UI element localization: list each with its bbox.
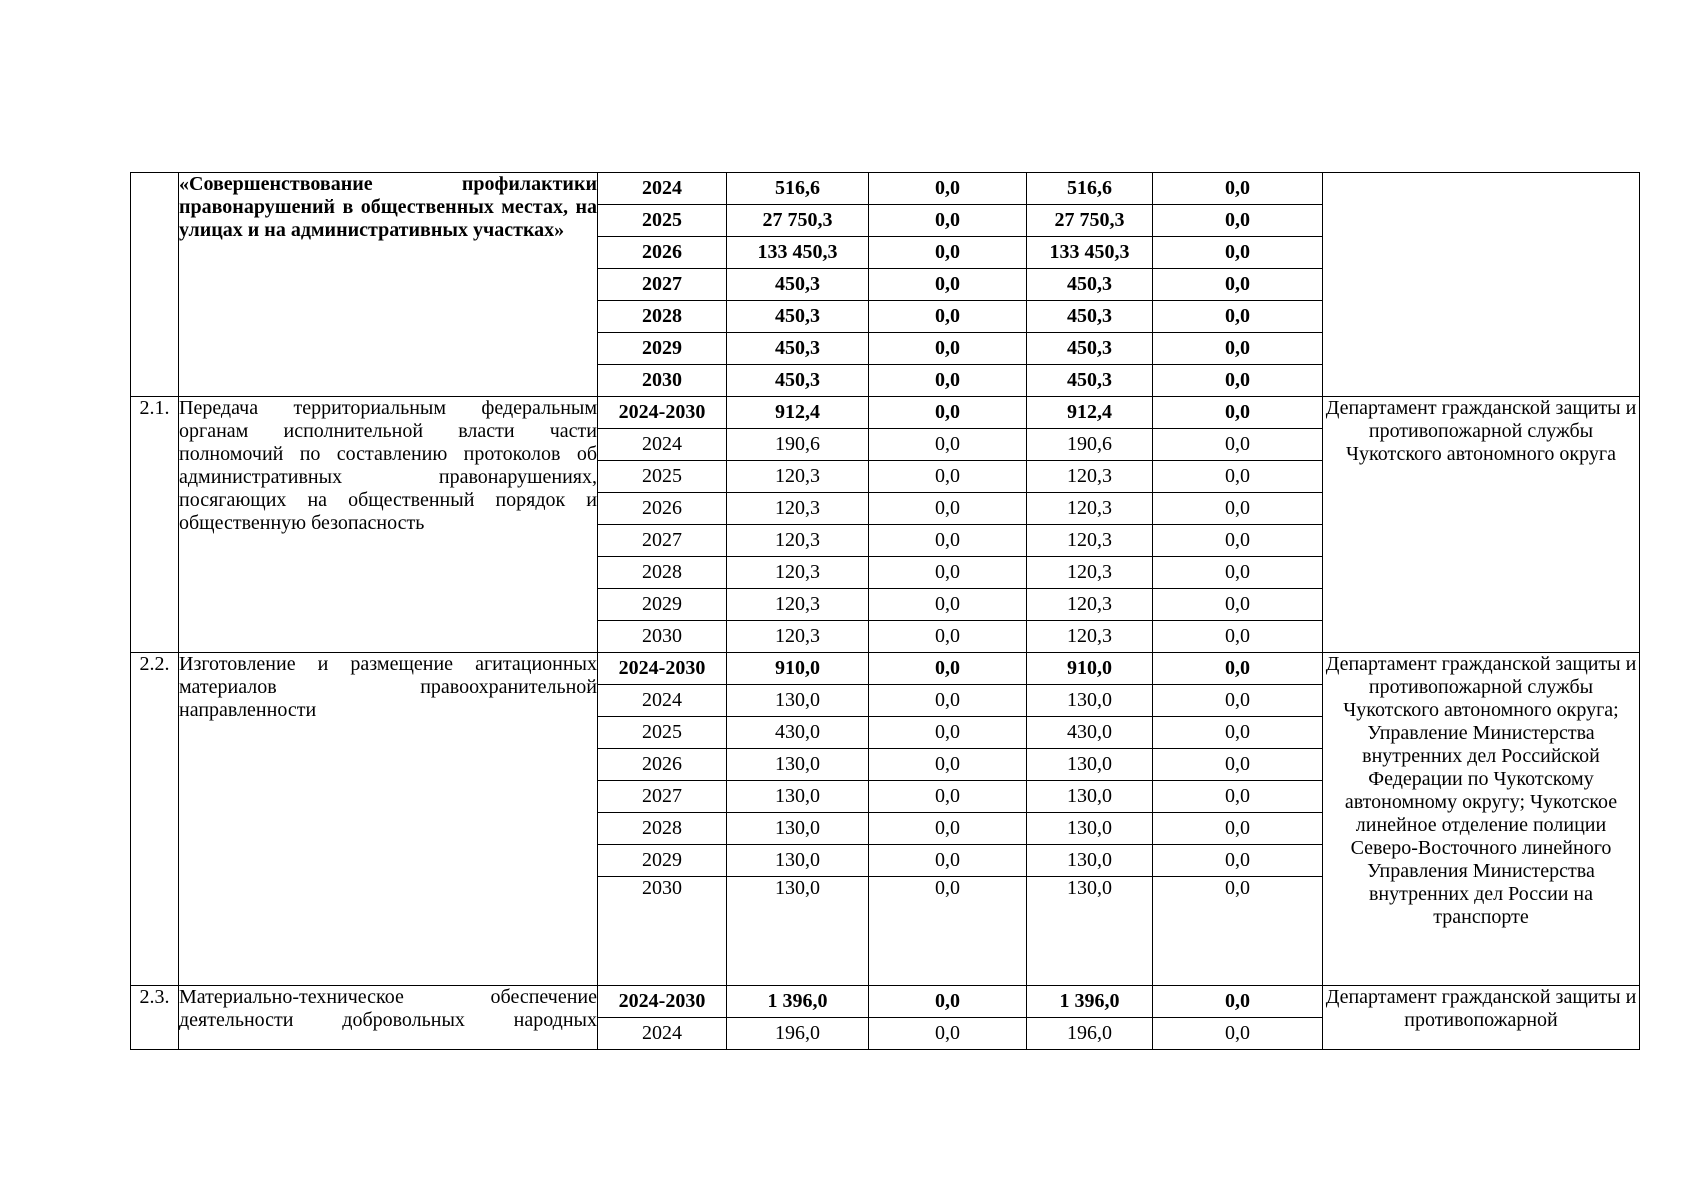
federal-budget-cell: 0,0 [869, 461, 1027, 493]
other-sources-cell: 0,0 [1153, 493, 1323, 525]
measure-description-cell: Изготовление и размещение агитационных материалов правоохранительной направленности [179, 653, 598, 986]
item-number-cell: 2.2. [131, 653, 179, 986]
period-cell: 2026 [598, 493, 727, 525]
federal-budget-cell: 0,0 [869, 333, 1027, 365]
total-cell: 130,0 [727, 749, 869, 781]
other-sources-cell: 0,0 [1153, 237, 1323, 269]
total-cell: 130,0 [727, 781, 869, 813]
item-number-cell: 2.3. [131, 986, 179, 1050]
item-number-cell: 2.1. [131, 397, 179, 653]
federal-budget-cell: 0,0 [869, 429, 1027, 461]
period-cell: 2030 [598, 877, 727, 986]
total-cell: 450,3 [727, 333, 869, 365]
federal-budget-cell: 0,0 [869, 749, 1027, 781]
other-sources-cell: 0,0 [1153, 397, 1323, 429]
period-cell: 2024 [598, 173, 727, 205]
other-sources-cell: 0,0 [1153, 173, 1323, 205]
total-cell: 130,0 [727, 813, 869, 845]
other-sources-cell: 0,0 [1153, 301, 1323, 333]
period-cell: 2029 [598, 845, 727, 877]
federal-budget-cell: 0,0 [869, 365, 1027, 397]
total-cell: 130,0 [727, 685, 869, 717]
period-cell: 2025 [598, 717, 727, 749]
total-cell: 120,3 [727, 461, 869, 493]
period-cell: 2027 [598, 781, 727, 813]
total-cell: 27 750,3 [727, 205, 869, 237]
table-row [131, 397, 1640, 429]
period-cell: 2024 [598, 1018, 727, 1050]
federal-budget-cell: 0,0 [869, 397, 1027, 429]
total-cell: 196,0 [727, 1018, 869, 1050]
federal-budget-cell: 0,0 [869, 986, 1027, 1018]
period-cell: 2027 [598, 269, 727, 301]
regional-budget-cell: 120,3 [1027, 525, 1153, 557]
total-cell: 450,3 [727, 365, 869, 397]
other-sources-cell: 0,0 [1153, 269, 1323, 301]
period-cell: 2024 [598, 429, 727, 461]
total-cell: 130,0 [727, 845, 869, 877]
other-sources-cell: 0,0 [1153, 429, 1323, 461]
total-cell: 120,3 [727, 621, 869, 653]
federal-budget-cell: 0,0 [869, 653, 1027, 685]
period-cell: 2026 [598, 749, 727, 781]
regional-budget-cell: 130,0 [1027, 877, 1153, 986]
item-number-cell [131, 173, 179, 397]
other-sources-cell: 0,0 [1153, 986, 1323, 1018]
other-sources-cell: 0,0 [1153, 877, 1323, 986]
other-sources-cell: 0,0 [1153, 653, 1323, 685]
total-cell: 912,4 [727, 397, 869, 429]
other-sources-cell: 0,0 [1153, 685, 1323, 717]
regional-budget-cell: 130,0 [1027, 685, 1153, 717]
program-funding-table [130, 172, 1640, 1050]
regional-budget-cell: 450,3 [1027, 333, 1153, 365]
responsible-executor-cell: Департамент гражданской защиты и противопожарной [1323, 986, 1640, 1050]
regional-budget-cell: 912,4 [1027, 397, 1153, 429]
total-cell: 430,0 [727, 717, 869, 749]
period-cell: 2026 [598, 237, 727, 269]
period-cell: 2025 [598, 461, 727, 493]
other-sources-cell: 0,0 [1153, 813, 1323, 845]
total-cell: 130,0 [727, 877, 869, 986]
other-sources-cell: 0,0 [1153, 205, 1323, 237]
regional-budget-cell: 450,3 [1027, 301, 1153, 333]
regional-budget-cell: 910,0 [1027, 653, 1153, 685]
total-cell: 450,3 [727, 269, 869, 301]
federal-budget-cell: 0,0 [869, 685, 1027, 717]
federal-budget-cell: 0,0 [869, 845, 1027, 877]
federal-budget-cell: 0,0 [869, 717, 1027, 749]
regional-budget-cell: 130,0 [1027, 781, 1153, 813]
regional-budget-cell: 430,0 [1027, 717, 1153, 749]
other-sources-cell: 0,0 [1153, 589, 1323, 621]
regional-budget-cell: 120,3 [1027, 621, 1153, 653]
regional-budget-cell: 27 750,3 [1027, 205, 1153, 237]
regional-budget-cell: 1 396,0 [1027, 986, 1153, 1018]
other-sources-cell: 0,0 [1153, 333, 1323, 365]
regional-budget-cell: 196,0 [1027, 1018, 1153, 1050]
federal-budget-cell: 0,0 [869, 269, 1027, 301]
other-sources-cell: 0,0 [1153, 525, 1323, 557]
period-cell: 2025 [598, 205, 727, 237]
federal-budget-cell: 0,0 [869, 557, 1027, 589]
measure-description-cell: Передача территориальным федеральным органам исполнительной власти части полномочий по составлению протоколов об административных правонарушениях, посягающих на общественный порядок и общественную безопасность [179, 397, 598, 653]
period-cell: 2024-2030 [598, 653, 727, 685]
period-cell: 2024 [598, 685, 727, 717]
regional-budget-cell: 120,3 [1027, 557, 1153, 589]
regional-budget-cell: 130,0 [1027, 845, 1153, 877]
federal-budget-cell: 0,0 [869, 813, 1027, 845]
period-cell: 2027 [598, 525, 727, 557]
federal-budget-cell: 0,0 [869, 589, 1027, 621]
federal-budget-cell: 0,0 [869, 1018, 1027, 1050]
total-cell: 190,6 [727, 429, 869, 461]
total-cell: 120,3 [727, 557, 869, 589]
table-row [131, 653, 1640, 685]
period-cell: 2024-2030 [598, 986, 727, 1018]
federal-budget-cell: 0,0 [869, 781, 1027, 813]
other-sources-cell: 0,0 [1153, 717, 1323, 749]
period-cell: 2028 [598, 813, 727, 845]
federal-budget-cell: 0,0 [869, 237, 1027, 269]
federal-budget-cell: 0,0 [869, 877, 1027, 986]
regional-budget-cell: 190,6 [1027, 429, 1153, 461]
period-cell: 2028 [598, 301, 727, 333]
other-sources-cell: 0,0 [1153, 749, 1323, 781]
regional-budget-cell: 130,0 [1027, 813, 1153, 845]
measure-description-cell: «Совершенствование профилактики правонарушений в общественных местах, на улицах и на административных участках» [179, 173, 598, 397]
period-cell: 2024-2030 [598, 397, 727, 429]
total-cell: 120,3 [727, 589, 869, 621]
table-row [131, 173, 1640, 205]
period-cell: 2030 [598, 621, 727, 653]
federal-budget-cell: 0,0 [869, 525, 1027, 557]
period-cell: 2029 [598, 333, 727, 365]
federal-budget-cell: 0,0 [869, 621, 1027, 653]
responsible-executor-cell: Департамент гражданской защиты и противопожарной службы Чукотского автономного округа [1323, 397, 1640, 653]
table-row [131, 986, 1640, 1018]
total-cell: 120,3 [727, 493, 869, 525]
regional-budget-cell: 133 450,3 [1027, 237, 1153, 269]
responsible-executor-cell [1323, 173, 1640, 397]
total-cell: 1 396,0 [727, 986, 869, 1018]
regional-budget-cell: 120,3 [1027, 461, 1153, 493]
other-sources-cell: 0,0 [1153, 461, 1323, 493]
other-sources-cell: 0,0 [1153, 1018, 1323, 1050]
regional-budget-cell: 120,3 [1027, 493, 1153, 525]
total-cell: 910,0 [727, 653, 869, 685]
total-cell: 450,3 [727, 301, 869, 333]
total-cell: 133 450,3 [727, 237, 869, 269]
other-sources-cell: 0,0 [1153, 621, 1323, 653]
regional-budget-cell: 516,6 [1027, 173, 1153, 205]
other-sources-cell: 0,0 [1153, 365, 1323, 397]
total-cell: 120,3 [727, 525, 869, 557]
federal-budget-cell: 0,0 [869, 493, 1027, 525]
total-cell: 516,6 [727, 173, 869, 205]
period-cell: 2030 [598, 365, 727, 397]
federal-budget-cell: 0,0 [869, 173, 1027, 205]
other-sources-cell: 0,0 [1153, 845, 1323, 877]
responsible-executor-cell: Департамент гражданской защиты и противопожарной службы Чукотского автономного округа; Управление Министерства внутренних дел Российской Федерации по Чукотскому автономному округу; Чукотское линейное отделение полиции Северо-Восточного линейного Управления Министерства внутренних дел России на транспорте [1323, 653, 1640, 986]
other-sources-cell: 0,0 [1153, 781, 1323, 813]
regional-budget-cell: 130,0 [1027, 749, 1153, 781]
measure-description-cell: Материально-техническое обеспечение деятельности добровольных народных [179, 986, 598, 1050]
period-cell: 2028 [598, 557, 727, 589]
period-cell: 2029 [598, 589, 727, 621]
regional-budget-cell: 450,3 [1027, 269, 1153, 301]
other-sources-cell: 0,0 [1153, 557, 1323, 589]
regional-budget-cell: 450,3 [1027, 365, 1153, 397]
federal-budget-cell: 0,0 [869, 301, 1027, 333]
federal-budget-cell: 0,0 [869, 205, 1027, 237]
regional-budget-cell: 120,3 [1027, 589, 1153, 621]
